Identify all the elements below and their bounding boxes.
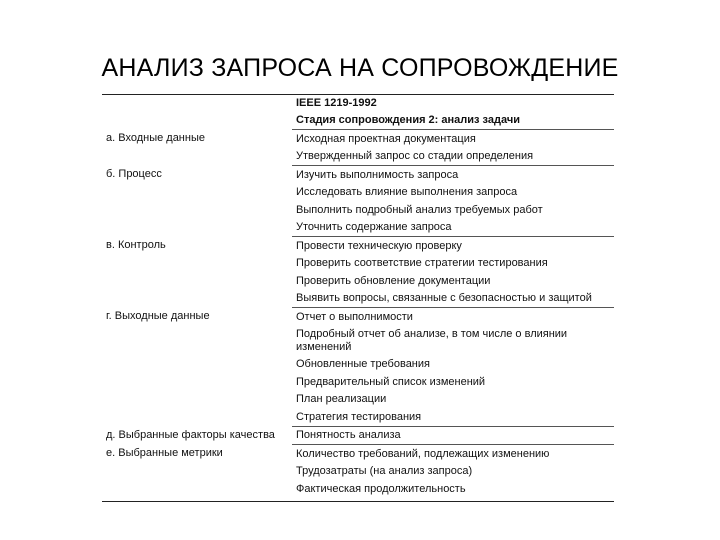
section-label: б. Процесс (106, 168, 162, 180)
section-items (296, 130, 614, 165)
list-item: Изучить выполнимость запроса (296, 168, 459, 181)
section-control (102, 237, 614, 307)
list-item: Проверить соответствие стратегии тестирования (296, 257, 548, 269)
list-item: Количество требований, подлежащих изменению (296, 447, 550, 460)
table-bottom-rule (102, 501, 614, 502)
list-item: Исследовать влияние выполнения запроса (296, 186, 518, 198)
section-items (296, 445, 614, 498)
list-item: Уточнить содержание запроса (296, 221, 452, 233)
process-table (102, 94, 614, 502)
section-label: г. Выходные данные (106, 310, 210, 322)
list-item: Утвержденный запрос со стадии определения (296, 150, 534, 162)
section-items (296, 308, 614, 426)
list-item: Выполнить подробный анализ требуемых работ (296, 203, 543, 216)
list-item: Выявить вопросы, связанные с безопасностью и защитой (296, 292, 592, 304)
list-item: Обновленные требования (296, 358, 430, 370)
slide-title: АНАЛИЗ ЗАПРОСА НА СОПРОВОЖДЕНИЕ (101, 54, 619, 82)
section-label: д. Выбранные факторы качества (106, 428, 275, 441)
section-quality-factors (102, 427, 614, 445)
section-items (296, 427, 614, 445)
section-label: а. Входные данные (106, 132, 205, 144)
list-item: Трудозатраты (на анализ запроса) (296, 465, 473, 477)
section-label: в. Контроль (106, 239, 166, 251)
list-item: Стратегия тестирования (296, 410, 422, 423)
section-items (296, 166, 614, 236)
list-item: Отчет о выполнимости (296, 310, 413, 323)
section-label: е. Выбранные метрики (106, 447, 223, 459)
list-item: План реализации (296, 393, 387, 405)
section-outputs (102, 308, 614, 426)
section-metrics (102, 445, 614, 498)
list-item: Фактическая продолжительность (296, 482, 466, 495)
list-item: Исходная проектная документация (296, 132, 476, 145)
list-item: Провести техническую проверку (296, 239, 462, 252)
list-item: Подробный отчет об анализе, в том числе о влиянии изменений (296, 328, 568, 353)
section-items (296, 237, 614, 307)
section-inputs (102, 130, 614, 165)
section-process (102, 166, 614, 236)
table-standard: IEEE 1219-1992 (296, 97, 377, 109)
list-item: Предварительный список изменений (296, 375, 486, 388)
table-stage-heading: Стадия сопровождения 2: анализ задачи (296, 114, 520, 126)
list-item: Проверить обновление документации (296, 274, 491, 287)
list-item: Понятность анализа (296, 429, 401, 441)
